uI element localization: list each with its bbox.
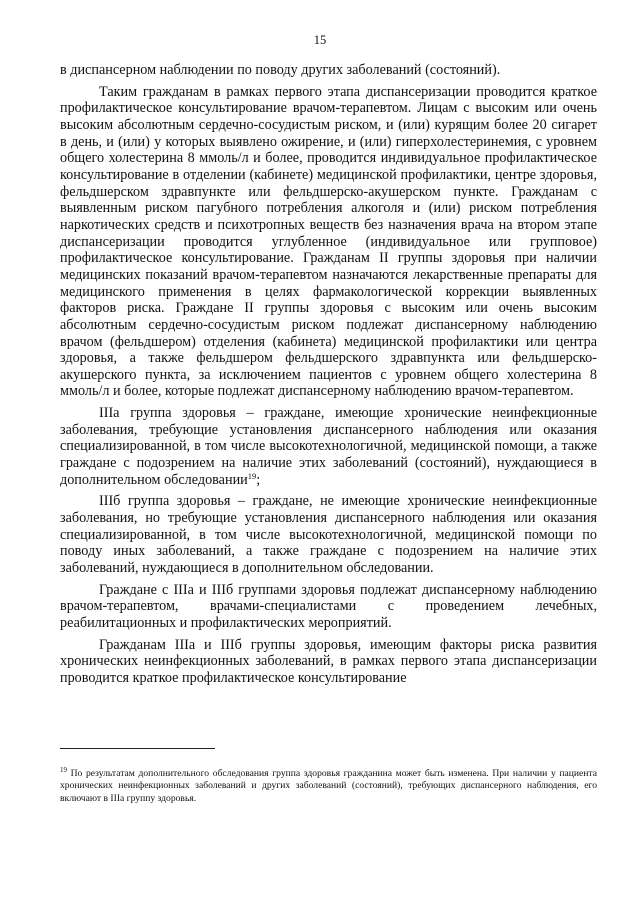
group-3a-text: IIIа группа здоровья – граждане, имеющие хронические неинфекционные заболевания, требующие установления диспансерного наблюдения или оказания специализированной, в том числе высокотехнологичной, медицинской помощи, а также граждане с подозрением на наличие этих заболеваний (состояний), нуждающиеся в дополнительном обследовании [60, 405, 597, 488]
group-3a-trailing: ; [256, 471, 261, 488]
footnote-reference: 19 [247, 470, 257, 481]
paragraph-group-3a-definition [60, 405, 597, 488]
paragraph-group-3-counseling: Гражданам IIIа и IIIб группы здоровья, имеющим факторы риска развития хронических неинфекционных заболеваний, в рамках первого этапа диспансеризации проводится краткое профилактическое консультирование [60, 636, 597, 686]
footnote-marker: 19 [60, 766, 67, 774]
body-text [60, 62, 597, 687]
page-number: 15 [313, 33, 327, 47]
paragraph-group-3b-definition: IIIб группа здоровья – граждане, не имеющие хронические неинфекционные заболевания, но требующие установления диспансерного наблюдения или оказания специализированной, в том числе высокотехнологичной, медицинской помощи по поводу иных заболеваний, а также граждане с подозрением на наличие этих заболеваний, нуждающиеся в дополнительном обследовании. [60, 493, 597, 577]
footnote-divider [60, 748, 215, 749]
paragraph-group-two-counseling: Таким гражданам в рамках первого этапа диспансеризации проводится краткое профилактическое консультирование врачом-терапевтом. Лицам с высоким или очень высоким абсолютным сердечно-сосудистым риском, и (или) курящим более 20 сигарет в день, и (или) у которых выявлено ожирение, и (или) гиперхолестеринемия, с уровнем общего холестерина 8 ммоль/л и более, проводится индивидуальное профилактическое консультирование в отделении (кабинете) медицинской профилактики, центре здоровья, фельдшерском здравпункте или фельдшерско-акушерском пункте. Гражданам с выявленным риском пагубного потребления алкоголя и (или) риском потребления наркотических средств и психотропных веществ без назначения врача на втором этапе диспансеризации проводится углубленное (индивидуальное или групповое) профилактическое консультирование. Гражданам II группы здоровья при наличии медицинских показаний врачом-терапевтом назначаются лекарственные препараты для медицинского применения в целях фармакологической коррекции выявленных факторов риска. Граждане II группы здоровья с высоким или очень высоким абсолютным сердечно-сосудистым риском подлежат диспансерному наблюдению врачом (фельдшером) отделения (кабинета) медицинской профилактики или центра здоровья, а также фельдшером фельдшерского здравпункта или фельдшерско-акушерского пункта, за исключением пациентов с уровнем общего холестерина 8 ммоль/л и более, которые подлежат диспансерному наблюдению врачом-терапевтом. [60, 83, 597, 400]
footnote [60, 768, 597, 805]
paragraph-continuation: в диспансерном наблюдении по поводу других заболеваний (состояний). [60, 62, 501, 78]
paragraph-group-3-dispensary: Граждане с IIIа и IIIб группами здоровья подлежат диспансерному наблюдению врачом-терапевтом, врачами-специалистами с проведением лечебных, реабилитационных и профилактических мероприятий. [60, 581, 597, 631]
footnote-text: По результатам дополнительного обследования группа здоровья гражданина может быть изменена. При наличии у пациента хронических неинфекционных заболеваний и других заболеваний (состояний), требующих диспансерного наблюдения, его включают в IIIа группу здоровья. [60, 768, 597, 804]
